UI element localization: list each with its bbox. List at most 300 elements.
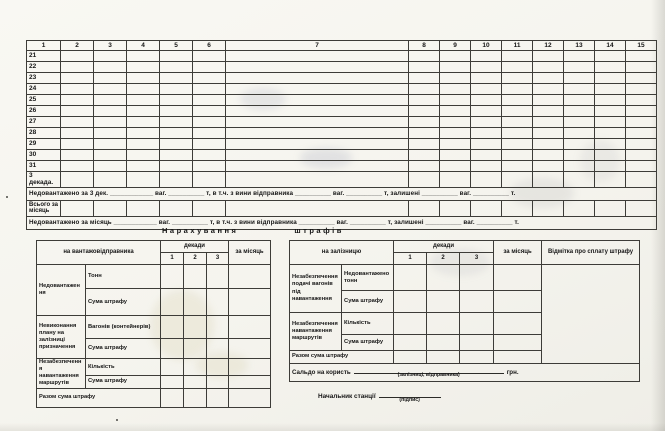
empty-cell	[61, 95, 94, 106]
empty-cell	[229, 289, 271, 316]
quantity-label: Кількість	[342, 313, 394, 335]
empty-cell	[193, 139, 226, 150]
empty-cell	[184, 376, 207, 388]
empty-cell	[94, 172, 127, 188]
empty-cell	[533, 51, 564, 62]
empty-cell	[502, 106, 533, 117]
empty-cell	[160, 51, 193, 62]
table-row	[27, 172, 657, 188]
empty-cell	[184, 339, 207, 359]
empty-cell	[427, 335, 460, 351]
empty-cell	[229, 339, 271, 359]
empty-cell	[226, 172, 409, 188]
col-header: 1	[27, 41, 61, 51]
empty-cell	[184, 265, 207, 289]
empty-cell	[409, 84, 440, 95]
row-label: 27	[27, 117, 61, 128]
railway-penalties-table	[289, 240, 640, 382]
signature-block	[318, 390, 444, 403]
empty-cell	[61, 150, 94, 161]
total-month-label: Всього за місяць	[27, 200, 61, 216]
empty-cell	[229, 265, 271, 289]
empty-cell	[471, 73, 502, 84]
empty-cell	[471, 117, 502, 128]
empty-cell	[595, 117, 626, 128]
col-header: 2	[61, 41, 94, 51]
empty-cell	[193, 200, 226, 216]
empty-cell	[160, 95, 193, 106]
tons-label: Тонн	[86, 265, 161, 289]
empty-cell	[502, 128, 533, 139]
quantity-label: Кількість	[86, 359, 161, 376]
empty-cell	[595, 95, 626, 106]
decade-3-header: 3	[460, 253, 494, 265]
shipper-table-header: на вантажовідправника	[37, 241, 161, 265]
group-routes-label: Незабезпечення навантаження маршрутів	[290, 313, 342, 351]
empty-cell	[226, 62, 409, 73]
col-header: 10	[471, 41, 502, 51]
empty-cell	[533, 117, 564, 128]
empty-cell	[161, 265, 184, 289]
empty-cell	[127, 139, 160, 150]
empty-cell	[394, 351, 427, 364]
empty-cell	[564, 106, 595, 117]
empty-cell	[226, 139, 409, 150]
empty-cell	[127, 200, 160, 216]
empty-cell	[193, 95, 226, 106]
empty-cell	[409, 172, 440, 188]
empty-cell	[229, 376, 271, 388]
row-label: 28	[27, 128, 61, 139]
empty-cell	[595, 161, 626, 172]
empty-cell	[502, 73, 533, 84]
empty-cell	[440, 62, 471, 73]
empty-cell	[161, 316, 184, 339]
table-row	[27, 128, 657, 139]
group-underloading-label: Недовантаження	[37, 265, 86, 316]
empty-cell	[184, 388, 207, 407]
empty-cell	[471, 51, 502, 62]
empty-cell	[564, 150, 595, 161]
empty-cell	[564, 161, 595, 172]
table-row	[27, 161, 657, 172]
empty-cell	[494, 313, 542, 335]
empty-cell	[160, 84, 193, 95]
empty-cell	[595, 200, 626, 216]
empty-cell	[193, 106, 226, 117]
fine-sum-label: Сума штрафу	[86, 339, 161, 359]
shipper-penalties-table	[36, 240, 271, 408]
table-row	[27, 51, 657, 62]
empty-cell	[494, 351, 542, 364]
empty-cell	[595, 172, 626, 188]
empty-cell	[161, 289, 184, 316]
empty-cell	[427, 351, 460, 364]
railway-decades-header: декади	[394, 241, 494, 253]
empty-cell	[533, 106, 564, 117]
empty-cell	[471, 139, 502, 150]
table-row	[27, 84, 657, 95]
empty-cell	[533, 62, 564, 73]
empty-cell	[494, 291, 542, 313]
empty-cell	[409, 128, 440, 139]
empty-cell	[595, 128, 626, 139]
empty-cell	[595, 51, 626, 62]
scan-speck	[6, 196, 8, 198]
col-header: 6	[193, 41, 226, 51]
empty-cell	[193, 117, 226, 128]
col-header: 9	[440, 41, 471, 51]
railway-total-label: Разом сума штрафу	[290, 351, 394, 364]
empty-cell	[564, 139, 595, 150]
empty-cell	[184, 316, 207, 339]
empty-cell	[184, 289, 207, 316]
empty-cell	[409, 150, 440, 161]
empty-cell	[440, 200, 471, 216]
saldo-caption: (залізниці, відправника)	[397, 372, 460, 378]
loading-record-rows	[27, 41, 657, 188]
shipper-total-label: Разом сума штрафу	[37, 388, 161, 407]
empty-cell	[226, 200, 409, 216]
penalties-title-word1: Нарахування	[162, 226, 239, 235]
empty-cell	[127, 51, 160, 62]
empty-cell	[94, 117, 127, 128]
shipper-month-header: за місяць	[229, 241, 271, 265]
empty-cell	[226, 128, 409, 139]
empty-cell	[394, 313, 427, 335]
decade-2-header: 2	[427, 253, 460, 265]
empty-cell	[440, 161, 471, 172]
penalties-title	[162, 226, 638, 239]
empty-cell	[127, 106, 160, 117]
railway-table-header: на залізницю	[290, 241, 394, 265]
decade-2-header: 2	[184, 253, 207, 265]
empty-cell	[207, 388, 229, 407]
empty-cell	[502, 150, 533, 161]
group-routes-label: Незабезпечення навантаження маршрутів	[37, 359, 86, 389]
row-label: 24	[27, 84, 61, 95]
empty-cell	[61, 106, 94, 117]
empty-cell	[207, 265, 229, 289]
empty-cell	[193, 62, 226, 73]
empty-cell	[94, 139, 127, 150]
empty-cell	[207, 316, 229, 339]
empty-cell	[494, 335, 542, 351]
empty-cell	[502, 62, 533, 73]
empty-cell	[207, 339, 229, 359]
railway-row-tons	[290, 265, 640, 291]
empty-cell	[207, 359, 229, 376]
empty-cell	[409, 95, 440, 106]
table-row	[27, 139, 657, 150]
empty-cell	[460, 265, 494, 291]
empty-cell	[533, 150, 564, 161]
empty-cell	[160, 172, 193, 188]
shipper-header-row1	[37, 241, 271, 253]
empty-cell	[226, 117, 409, 128]
empty-cell	[61, 128, 94, 139]
empty-cell	[533, 161, 564, 172]
empty-cell	[127, 161, 160, 172]
fine-sum-label: Сума штрафу	[342, 291, 394, 313]
empty-cell	[460, 351, 494, 364]
empty-cell	[61, 139, 94, 150]
empty-cell	[161, 339, 184, 359]
col-header: 7	[226, 41, 409, 51]
empty-cell	[61, 200, 94, 216]
empty-cell	[564, 95, 595, 106]
empty-cell	[160, 139, 193, 150]
empty-cell	[94, 62, 127, 73]
empty-cell	[61, 73, 94, 84]
signature-caption: (підпис)	[399, 397, 420, 403]
empty-cell	[440, 172, 471, 188]
table-row	[27, 62, 657, 73]
row-label: 29	[27, 139, 61, 150]
empty-cell	[394, 265, 427, 291]
empty-cell	[193, 161, 226, 172]
empty-cell	[427, 291, 460, 313]
empty-cell	[226, 106, 409, 117]
table-row	[27, 117, 657, 128]
empty-cell	[61, 117, 94, 128]
decade-1-header: 1	[394, 253, 427, 265]
empty-cell	[533, 95, 564, 106]
empty-cell	[564, 84, 595, 95]
empty-cell	[502, 51, 533, 62]
col-header: 8	[409, 41, 440, 51]
empty-cell	[564, 128, 595, 139]
row-label: 26	[27, 106, 61, 117]
table-row	[27, 95, 657, 106]
scan-edge-shadow	[651, 0, 665, 431]
col-header: 14	[595, 41, 626, 51]
railway-header-row1	[290, 241, 640, 253]
empty-cell	[533, 128, 564, 139]
empty-cell	[160, 200, 193, 216]
underload-decade-row	[27, 187, 657, 200]
row-label: 21	[27, 51, 61, 62]
empty-cell	[127, 95, 160, 106]
empty-cell	[460, 291, 494, 313]
empty-cell	[226, 84, 409, 95]
empty-cell	[160, 150, 193, 161]
underload-decade-line: Недовантажено за 3 дек. ____________ ваг. __________ т, в т.ч. з вини відправника __________ ваг. __________ т, залишені __________ ваг. __________ т.	[27, 187, 657, 200]
empty-cell	[409, 161, 440, 172]
empty-cell	[226, 161, 409, 172]
empty-cell	[226, 150, 409, 161]
saldo-prefix: Сальдо на користь	[292, 369, 351, 376]
fine-sum-label: Сума штрафу	[86, 376, 161, 388]
saldo-blank	[354, 366, 504, 378]
empty-cell	[394, 291, 427, 313]
saldo-suffix: грн.	[506, 369, 519, 376]
empty-cell	[229, 316, 271, 339]
empty-cell	[193, 73, 226, 84]
empty-cell	[564, 73, 595, 84]
col-header: 4	[127, 41, 160, 51]
empty-cell	[226, 95, 409, 106]
empty-cell	[533, 73, 564, 84]
saldo-cell	[290, 364, 640, 382]
shipper-decades-header: декади	[161, 241, 229, 253]
shipper-total-row	[37, 388, 271, 407]
col-header: 11	[502, 41, 533, 51]
shipper-row-tons	[37, 265, 271, 289]
top-col-header-row	[27, 41, 657, 51]
empty-cell	[440, 128, 471, 139]
decade-3-header: 3	[207, 253, 229, 265]
empty-cell	[226, 51, 409, 62]
empty-cell	[502, 84, 533, 95]
empty-cell	[409, 62, 440, 73]
empty-cell	[440, 150, 471, 161]
empty-cell	[94, 95, 127, 106]
empty-cell	[226, 73, 409, 84]
empty-cell	[595, 150, 626, 161]
empty-cell	[533, 200, 564, 216]
empty-cell	[471, 172, 502, 188]
empty-cell	[409, 51, 440, 62]
decade-1-header: 1	[161, 253, 184, 265]
empty-cell	[564, 62, 595, 73]
empty-cell	[595, 62, 626, 73]
empty-cell	[207, 289, 229, 316]
empty-cell	[494, 265, 542, 291]
empty-cell	[207, 376, 229, 388]
empty-cell	[427, 313, 460, 335]
empty-cell	[94, 128, 127, 139]
col-header: 15	[626, 41, 657, 51]
fine-sum-label: Сума штрафу	[342, 335, 394, 351]
signature-label: Начальник станції	[318, 393, 376, 400]
empty-cell	[61, 84, 94, 95]
empty-cell	[595, 139, 626, 150]
empty-cell	[460, 313, 494, 335]
empty-cell	[127, 73, 160, 84]
row-label: 31	[27, 161, 61, 172]
row-label: 3 декада.	[27, 172, 61, 188]
empty-cell	[160, 73, 193, 84]
empty-cell	[471, 161, 502, 172]
table-row	[27, 73, 657, 84]
empty-cell	[127, 117, 160, 128]
empty-cell	[127, 172, 160, 188]
empty-cell	[94, 200, 127, 216]
empty-cell	[61, 62, 94, 73]
empty-cell	[61, 172, 94, 188]
col-header: 5	[160, 41, 193, 51]
empty-cell	[409, 106, 440, 117]
row-label: 22	[27, 62, 61, 73]
empty-cell	[160, 106, 193, 117]
empty-cell	[533, 139, 564, 150]
saldo-row	[290, 364, 640, 382]
shipper-row-wagons	[37, 316, 271, 339]
empty-cell	[471, 84, 502, 95]
empty-cell	[440, 84, 471, 95]
empty-cell	[502, 139, 533, 150]
empty-cell	[409, 139, 440, 150]
empty-cell	[595, 73, 626, 84]
row-label: 25	[27, 95, 61, 106]
table-row	[27, 150, 657, 161]
empty-cell	[440, 73, 471, 84]
empty-cell	[460, 335, 494, 351]
empty-cell	[94, 73, 127, 84]
group-plan-failure-label: Невиконання плану на залізниці призначення	[37, 316, 86, 359]
empty-cell	[161, 359, 184, 376]
row-label: 30	[27, 150, 61, 161]
empty-cell	[394, 335, 427, 351]
empty-cell	[471, 200, 502, 216]
empty-cell	[127, 150, 160, 161]
empty-cell	[94, 84, 127, 95]
empty-cell	[160, 161, 193, 172]
empty-cell	[471, 128, 502, 139]
col-header: 12	[533, 41, 564, 51]
empty-cell	[127, 128, 160, 139]
scan-edge-shadow	[0, 423, 665, 431]
empty-cell	[502, 200, 533, 216]
signature-blank	[379, 390, 441, 403]
empty-cell	[94, 106, 127, 117]
loading-record-summary-rows	[27, 187, 657, 229]
empty-cell	[94, 51, 127, 62]
empty-cell	[502, 117, 533, 128]
empty-cell	[61, 51, 94, 62]
empty-cell	[595, 84, 626, 95]
empty-cell	[229, 388, 271, 407]
empty-cell	[409, 200, 440, 216]
empty-cell	[564, 51, 595, 62]
empty-cell	[94, 161, 127, 172]
empty-cell	[564, 172, 595, 188]
empty-cell	[193, 84, 226, 95]
underload-month-line: Недовантажено за місяць ____________ ваг. __________ т, в т.ч. з вини відправника __________ ваг. __________ т, залишені __________ ваг. __________ т.	[27, 216, 657, 229]
empty-cell	[471, 150, 502, 161]
empty-cell	[533, 172, 564, 188]
empty-cell	[161, 388, 184, 407]
penalties-title-word2: штрафів	[294, 226, 344, 235]
empty-cell	[427, 265, 460, 291]
row-label: 23	[27, 73, 61, 84]
empty-cell	[564, 117, 595, 128]
payment-note-header: Відмітка про сплату штрафу	[542, 241, 640, 265]
empty-cell	[564, 200, 595, 216]
empty-cell	[440, 139, 471, 150]
empty-cell	[193, 172, 226, 188]
col-header: 13	[564, 41, 595, 51]
table-row	[27, 106, 657, 117]
payment-note-cell	[542, 265, 640, 364]
empty-cell	[127, 62, 160, 73]
empty-cell	[409, 73, 440, 84]
empty-cell	[440, 106, 471, 117]
empty-cell	[533, 84, 564, 95]
empty-cell	[440, 51, 471, 62]
empty-cell	[184, 359, 207, 376]
group-wagon-supply-label: Незабезпечення подачі вагонів під навантаження	[290, 265, 342, 313]
empty-cell	[595, 106, 626, 117]
empty-cell	[160, 117, 193, 128]
empty-cell	[61, 161, 94, 172]
empty-cell	[502, 95, 533, 106]
empty-cell	[193, 150, 226, 161]
scan-speck	[116, 419, 118, 421]
empty-cell	[440, 117, 471, 128]
empty-cell	[502, 161, 533, 172]
